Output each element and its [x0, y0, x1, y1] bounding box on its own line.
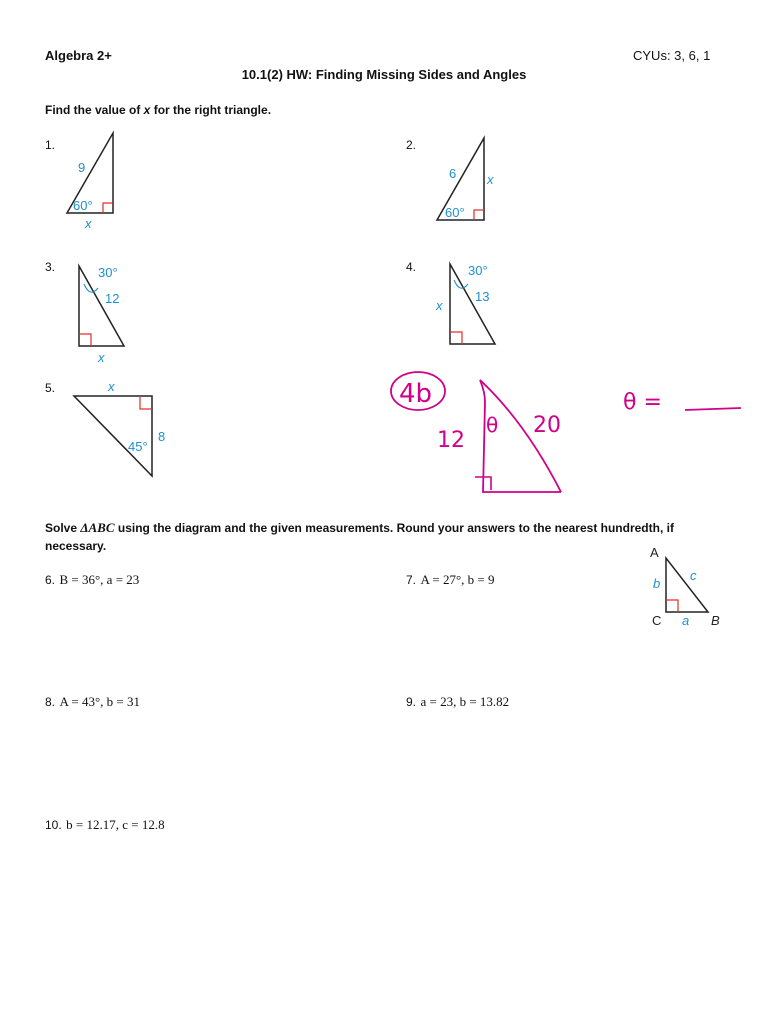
exercise-7: 7. A = 27°, b = 9 [406, 572, 495, 587]
problem-4-number: 4. [406, 260, 417, 274]
triangle-2-angle-label: 60° [445, 205, 465, 220]
instructions: Find the value of x for the right triangle. [45, 103, 272, 117]
triangle-5-figure [68, 376, 173, 486]
triangle-5-x-label: x [108, 379, 115, 394]
side-a-label: a [682, 613, 690, 628]
side-c-label: c [690, 568, 697, 583]
triangle-4-hyp-label: 13 [475, 289, 490, 304]
handwritten-theta: θ [486, 413, 499, 437]
solve-instructions: Solve ΔABC using the diagram and the given measurements. Round your answers to the nearest hundredth, if necessary. [45, 520, 674, 553]
handwritten-4b-label: 4b [399, 379, 433, 409]
vertex-b-label: B [711, 613, 720, 628]
problem-3-number: 3. [45, 260, 56, 274]
triangle-3-hyp-label: 12 [105, 291, 120, 306]
handwritten-4b-sketch [385, 362, 750, 500]
problem-5-number: 5. [45, 381, 56, 395]
triangle-1-figure [60, 128, 120, 233]
exercise-6: 6. B = 36°, a = 23 [45, 572, 140, 587]
triangle-2-x-label: x [487, 172, 494, 187]
vertex-c-label: C [652, 613, 662, 628]
side-b-label: b [653, 576, 661, 591]
triangle-4-angle-label: 30° [468, 263, 488, 278]
course-name: Algebra 2+ [45, 48, 112, 63]
problem-1-number: 1. [45, 138, 56, 152]
handwritten-side-20: 20 [533, 413, 561, 438]
triangle-5-angle-label: 45° [128, 439, 148, 454]
triangle-1-angle-label: 60° [73, 198, 93, 213]
triangle-3-angle-label: 30° [98, 265, 118, 280]
triangle-1-hyp-label: 9 [78, 160, 86, 175]
triangle-2-figure [432, 130, 507, 225]
vertex-a-label: A [650, 545, 659, 560]
page-title: 10.1(2) HW: Finding Missing Sides and Angles [241, 67, 527, 82]
triangle-5-side-label: 8 [158, 429, 166, 444]
triangle-3-x-label: x [98, 350, 105, 365]
handwritten-side-12: 12 [437, 428, 465, 453]
triangle-1-x-label: x [85, 216, 92, 231]
exercise-9: 9. a = 23, b = 13.82 [406, 694, 510, 709]
triangle-2-hyp-label: 6 [449, 166, 457, 181]
handwritten-answer: θ = [623, 390, 662, 415]
triangle-4-x-label: x [436, 298, 443, 313]
abc-triangle-diagram [640, 540, 730, 632]
problem-2-number: 2. [406, 138, 417, 152]
cyus-label: CYUs: 3, 6, 1 [633, 48, 711, 63]
exercise-10: 10. b = 12.17, c = 12.8 [45, 817, 165, 832]
exercise-8: 8. A = 43°, b = 31 [45, 694, 141, 709]
triangle-3-figure [70, 258, 130, 366]
triangle-4-figure [430, 258, 502, 350]
